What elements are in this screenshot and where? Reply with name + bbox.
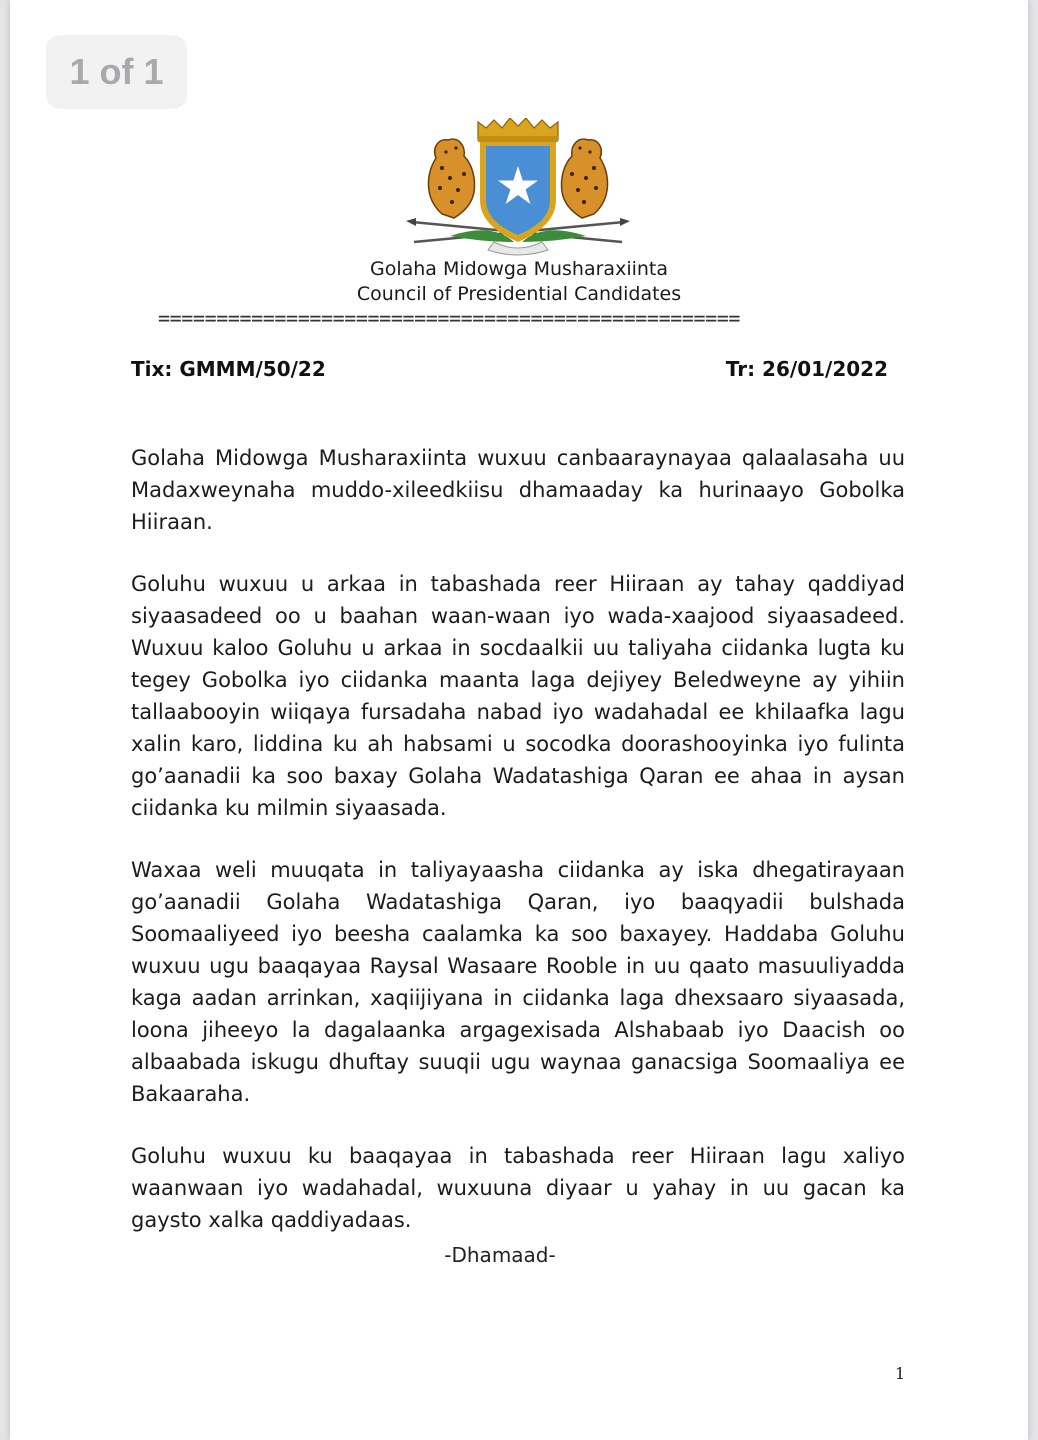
paragraph: Golaha Midowga Musharaxiinta wuxuu canbaaraynayaa qalaalasaha uu Madaxweynaha muddo-xileedkiisu dhamaaday ka hurinaayo Gobolka Hiiraan. (131, 446, 905, 534)
letter-body (131, 442, 905, 1266)
paragraph: Waxaa weli muuqata in taliyayaasha ciidanka ay iska dhegatirayaan go’aanadii Golaha Wadatashiga Qaran, iyo baaqyadii bulshada Soomaaliyeed iyo beesha caalamka ka soo baxayey. Haddaba Goluhu wuxuu ugu baaqayaa Raysal Wasaare Rooble in uu qaato masuuliyadda kaga aadan arrinkan, xaqiijiyana in ciidanka laga dhexsaaro siyaasada, loona jiheeyo la dagalaanka argagexisada Alshabaab iyo Daacish oo albaabada iskugu dhuftay suuqii ugu waynaa ganacsiga Soomaaliya ee Bakaaraha. (131, 858, 905, 1106)
reference-number: Tix: GMMM/50/22 (131, 357, 326, 381)
paragraph: Goluhu wuxuu u arkaa in tabashada reer Hiiraan ay tahay qaddiyad siyaasadeed oo u baahan waan-waan iyo wada-xaajood siyaasadeed. Wuxuu kaloo Goluhu u arkaa in socdaalkii uu taliyaha ciidanka lugta ku tegey Gobolka iyo ciidanka maanta laga dejiyey Beledweyne ay yihiin tallaabooyin wiiqaya fursadaha nabad iyo wadahadal ee khilaafka lagu xalin karo, liddina ku ah habsami u socodka doorashooyinka iyo fulinta go’aanadii ka soo baxay Golaha Wadatashiga Qaran ee ahaa in aysan ciidanka ku milmin siyaasada. (131, 572, 905, 820)
organization-name-english: Council of Presidential Candidates (356, 283, 682, 305)
page-indicator: 1 of 1 (46, 35, 187, 109)
paragraph: Goluhu wuxuu ku baaqayaa in tabashada reer Hiiraan lagu xaliyo waanwaan iyo wadahadal, wuxuuna diyaar u yahay in uu gacan ka gaysto xalka qaddiyadaas. (131, 1144, 905, 1232)
closing-mark: -Dhamaad- (444, 1243, 556, 1267)
document-date: Tr: 26/01/2022 (725, 357, 888, 381)
page-number: 1 (895, 1364, 906, 1383)
letterhead-divider: ================================================== (158, 306, 741, 330)
somalia-coat-of-arms-icon (402, 118, 634, 256)
organization-name-somali: Golaha Midowga Musharaxiinta (369, 258, 669, 280)
